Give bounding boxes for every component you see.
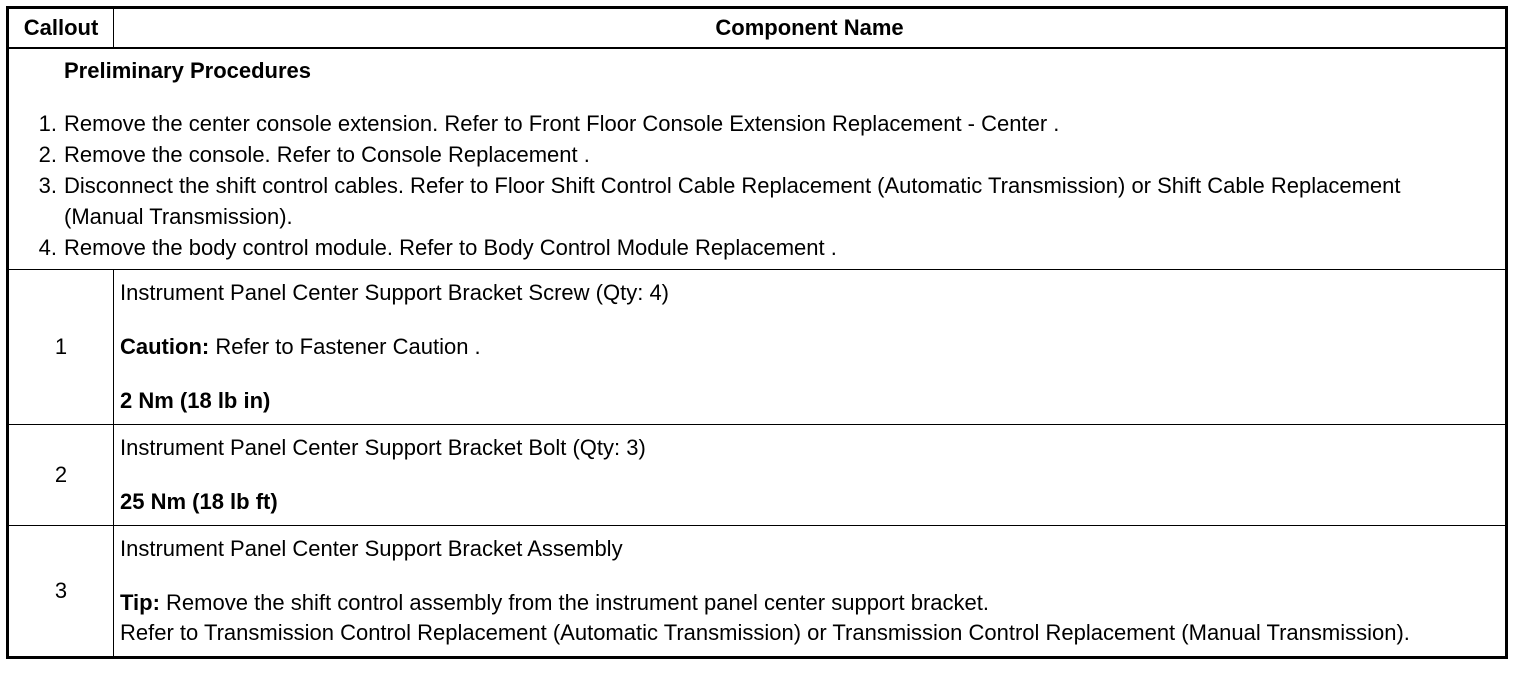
torque-spec: 2 Nm (18 lb in) — [120, 388, 271, 413]
list-item — [9, 108, 1505, 139]
callout-number: 3 — [8, 526, 114, 658]
caution-text: Refer to Fastener Caution . — [209, 334, 481, 359]
caution-label: Caution: — [120, 334, 210, 359]
step-text: Remove the body control module. Refer to Body Control Module Replacement . — [64, 235, 837, 260]
list-item — [9, 232, 1505, 263]
table-header-row — [8, 8, 1507, 49]
component-name-cell — [114, 270, 1507, 425]
step-text: Disconnect the shift control cables. Refer to Floor Shift Control Cable Replacement (Automatic Transmission) or Shift Cable Replacement (Manual Transmission). — [64, 173, 1401, 229]
tip-note — [120, 588, 1465, 618]
step-text: Remove the console. Refer to Console Replacement . — [64, 142, 590, 167]
preliminary-procedures-title: Preliminary Procedures — [64, 58, 312, 83]
callout-column-header: Callout — [8, 8, 114, 49]
preliminary-procedures-row — [8, 48, 1507, 270]
callout-number: 2 — [8, 425, 114, 526]
component-name-cell — [114, 526, 1507, 658]
tip-reference-text: Refer to Transmission Control Replacement (Automatic Transmission) or Transmission Control Replacement (Manual Transmission). — [120, 620, 1410, 645]
component-table — [6, 6, 1508, 659]
table-row — [8, 526, 1507, 658]
table-row — [8, 425, 1507, 526]
component-name: Instrument Panel Center Support Bracket Assembly — [120, 536, 623, 561]
step-number: 4. — [38, 235, 57, 260]
caution-note — [120, 332, 1465, 362]
torque-spec: 25 Nm (18 lb ft) — [120, 489, 278, 514]
tip-text: Remove the shift control assembly from the instrument panel center support bracket. — [159, 590, 989, 615]
callout-number: 1 — [8, 270, 114, 425]
preliminary-procedures-cell — [8, 48, 1507, 270]
tip-label: Tip: — [120, 590, 160, 615]
list-item — [9, 170, 1505, 232]
step-text: Remove the center console extension. Refer to Front Floor Console Extension Replacement - Center . — [64, 111, 1060, 136]
component-name: Instrument Panel Center Support Bracket Screw (Qty: 4) — [120, 280, 670, 305]
step-number: 1. — [38, 111, 57, 136]
step-number: 3. — [38, 173, 57, 198]
component-name-column-header: Component Name — [114, 8, 1507, 49]
component-name-cell — [114, 425, 1507, 526]
preliminary-steps-list — [9, 108, 1505, 263]
table-row — [8, 270, 1507, 425]
list-item — [9, 139, 1505, 170]
step-number: 2. — [38, 142, 57, 167]
component-name: Instrument Panel Center Support Bracket Bolt (Qty: 3) — [120, 435, 646, 460]
